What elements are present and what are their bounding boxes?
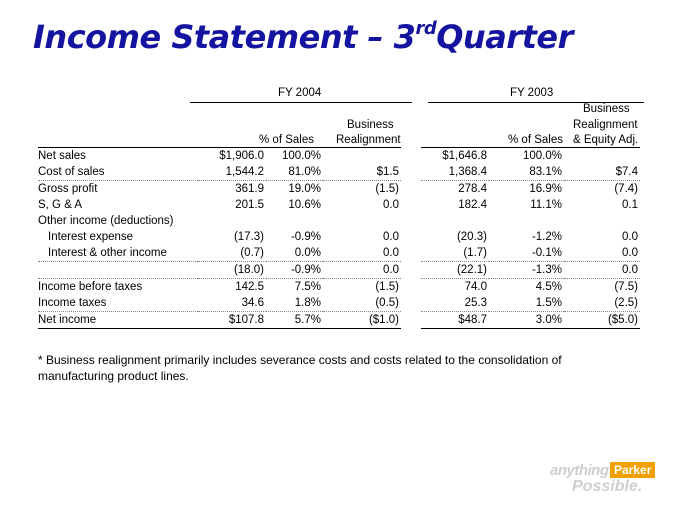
table-cell: 0.0% (266, 245, 323, 262)
income-statement-table (38, 147, 640, 329)
table-cell (323, 213, 401, 229)
table-cell: (2.5) (564, 295, 640, 312)
table-cell: 16.9% (529, 183, 562, 195)
company-logo (550, 460, 670, 502)
table-cell: 11.1% (530, 199, 562, 211)
table-row (38, 229, 640, 245)
table-cell: 100.0% (266, 148, 323, 165)
table-cell (489, 213, 564, 229)
table-cell (564, 213, 640, 229)
table-cell: (7.4) (614, 183, 638, 195)
table-cell: 5.7% (266, 312, 323, 329)
table-cell: ($5.0) (564, 312, 640, 329)
column-gap (401, 262, 421, 279)
table-cell: (1.5) (375, 281, 399, 293)
table-cell: $7.4 (564, 164, 640, 181)
table-cell: (20.3) (456, 231, 487, 243)
table-cell: 19.0% (288, 183, 321, 195)
table-cell: -0.9% (266, 262, 323, 279)
table-cell: 0.0 (622, 231, 638, 243)
row-label: Interest & other income (38, 245, 198, 262)
table-cell: -1.2% (531, 231, 562, 243)
table-row (38, 213, 640, 229)
table-cell: $1,646.8 (421, 148, 489, 165)
column-gap (401, 181, 421, 198)
table-cell: 201.5 (235, 199, 264, 211)
table-cell: 7.5% (294, 281, 321, 293)
table-cell: (1.5) (375, 183, 399, 195)
column-gap (401, 295, 421, 312)
logo-brand: Parker (610, 462, 655, 478)
table-row (38, 295, 640, 312)
col-header-pct-sales-2003: % of Sales (508, 134, 563, 146)
table-cell: (17.3) (233, 231, 264, 243)
row-label: Cost of sales (38, 164, 198, 181)
table-cell (266, 213, 323, 229)
table-cell: 142.5 (235, 281, 264, 293)
table-cell: $48.7 (421, 312, 489, 329)
table-cell: 81.0% (266, 164, 323, 181)
table-cell: (0.5) (323, 295, 401, 312)
page-title: Income Statement – 3rdQuarter (33, 18, 573, 56)
table-cell: 0.1 (622, 199, 638, 211)
table-cell: 10.6% (288, 199, 321, 211)
logo-word-possible: Possible. (572, 478, 643, 495)
fy2004-rule (190, 102, 412, 103)
table-cell: 1,368.4 (421, 164, 489, 181)
column-gap (401, 245, 421, 262)
fy2004-header: FY 2004 (278, 87, 322, 99)
table-row (38, 245, 640, 262)
table-row (38, 164, 640, 181)
table-cell: (0.7) (198, 245, 266, 262)
col-header-equity-adj-2003: & Equity Adj. (573, 134, 639, 146)
table-row (38, 181, 640, 198)
table-cell: $1.5 (323, 164, 401, 181)
row-label: Income taxes (38, 295, 198, 312)
row-label: S, G & A (38, 199, 83, 211)
table-cell: 4.5% (535, 281, 562, 293)
row-label: Interest expense (48, 231, 134, 243)
row-label: Net income (38, 312, 198, 329)
column-gap (401, 148, 421, 165)
table-cell: (1.7) (421, 245, 489, 262)
table-cell: 3.0% (489, 312, 564, 329)
table-cell (421, 213, 489, 229)
table-cell: 0.0 (383, 199, 399, 211)
fy2003-header: FY 2003 (510, 87, 554, 99)
footnote: * Business realignment primarily includes severance costs and costs related to the consolidation of manufacturing product lines. (38, 353, 562, 383)
col-header-pct-sales-2004: % of Sales (259, 134, 314, 146)
table-cell: 74.0 (464, 281, 487, 293)
table-cell: 34.6 (198, 295, 266, 312)
col-header-business-2004: Business (347, 119, 394, 131)
table-row (38, 197, 640, 213)
table-cell: 83.1% (489, 164, 564, 181)
table-cell: 0.0 (564, 262, 640, 279)
col-header-business-2003: Business (583, 103, 630, 115)
table-cell (198, 213, 266, 229)
table-cell: 1,544.2 (198, 164, 266, 181)
row-label: Other income (deductions) (38, 215, 174, 227)
table-cell: -1.3% (489, 262, 564, 279)
table-row (38, 312, 640, 329)
table-cell: -0.9% (290, 231, 321, 243)
table-cell: 25.3 (421, 295, 489, 312)
table-cell (323, 148, 401, 165)
table-cell: (18.0) (198, 262, 266, 279)
column-gap (401, 197, 421, 213)
table-cell: ($1.0) (323, 312, 401, 329)
table-cell: 361.9 (235, 183, 264, 195)
column-gap (401, 279, 421, 296)
table-cell: 1.5% (489, 295, 564, 312)
table-cell: (22.1) (421, 262, 489, 279)
row-label: Net sales (38, 148, 198, 165)
table-cell: 0.0 (323, 245, 401, 262)
column-gap (401, 312, 421, 329)
table-cell: $107.8 (198, 312, 266, 329)
col-header-realignment-2003: Realignment (573, 119, 638, 131)
table-cell: 100.0% (489, 148, 564, 165)
table-cell: (7.5) (614, 281, 638, 293)
table-cell: $1,906.0 (198, 148, 266, 165)
row-label: Income before taxes (38, 281, 143, 293)
row-label: Gross profit (38, 183, 98, 195)
table-cell (564, 148, 640, 165)
table-row (38, 279, 640, 296)
logo-word-anything: anything (550, 462, 609, 479)
column-gap (401, 213, 421, 229)
table-cell: 0.0 (383, 231, 399, 243)
table-cell: 0.0 (564, 245, 640, 262)
table-cell: -0.1% (489, 245, 564, 262)
table-cell: 278.4 (458, 183, 487, 195)
row-label (38, 262, 198, 279)
table-row (38, 148, 640, 165)
column-gap (401, 229, 421, 245)
table-cell: 182.4 (458, 199, 487, 211)
table-cell: 1.8% (266, 295, 323, 312)
table-row (38, 262, 640, 279)
table-cell: 0.0 (323, 262, 401, 279)
column-gap (401, 164, 421, 181)
col-header-realignment-2004: Realignment (336, 134, 401, 146)
